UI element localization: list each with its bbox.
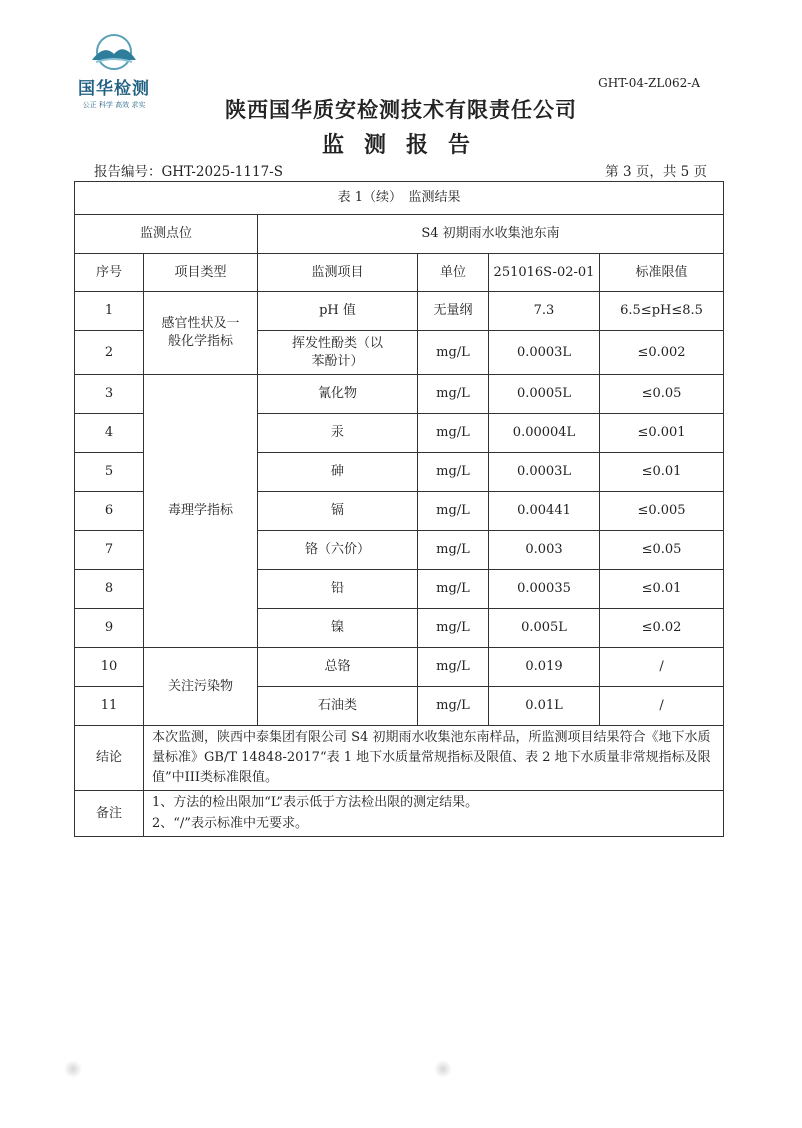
row-no: 4 [75, 414, 144, 453]
row-limit: 6.5≤pH≤8.5 [600, 292, 724, 331]
group-label: 关注污染物 [144, 648, 258, 726]
row-result: 0.0003L [489, 453, 600, 492]
row-item: 铅 [258, 570, 418, 609]
logo-name: 国华检测 [78, 79, 150, 99]
row-result: 0.003 [489, 531, 600, 570]
row-no: 11 [75, 687, 144, 726]
row-no: 2 [75, 331, 144, 375]
logo-emblem [84, 34, 144, 70]
conclusion-text: 本次监测，陕西中泰集团有限公司 S4 初期雨水收集池东南样品，所监测项目结果符合《地下水质量标准》GB/T 14848-2017“表 1 地下水质量常规指标及限值、表 2 地下水质量非常规指标及限值”中III类标准限值。 [144, 726, 724, 791]
row-item: 砷 [258, 453, 418, 492]
row-result: 0.005L [489, 609, 600, 648]
document-code: GHT-04-ZL062-A [598, 76, 700, 90]
row-no: 3 [75, 375, 144, 414]
group-label: 感官性状及一般化学指标 [144, 292, 258, 375]
scan-mark [64, 1060, 82, 1078]
row-limit: ≤0.005 [600, 492, 724, 531]
col-header-sample: 251016S-02-01 [489, 254, 600, 292]
company-name: 陕西国华质安检测技术有限责任公司 [225, 98, 577, 122]
row-result: 0.0005L [489, 375, 600, 414]
row-limit: ≤0.05 [600, 375, 724, 414]
row-no: 8 [75, 570, 144, 609]
row-no: 5 [75, 453, 144, 492]
row-unit: mg/L [418, 331, 489, 375]
group-label: 毒理学指标 [144, 375, 258, 648]
report-number: 报告编号：GHT-2025-1117-S [94, 164, 283, 180]
row-no: 6 [75, 492, 144, 531]
row-item: 氰化物 [258, 375, 418, 414]
row-result: 0.00004L [489, 414, 600, 453]
row-item: 镉 [258, 492, 418, 531]
table-header-row [75, 254, 724, 292]
row-no: 7 [75, 531, 144, 570]
row-unit: mg/L [418, 375, 489, 414]
row-limit: ≤0.002 [600, 331, 724, 375]
point-label: 监测点位 [75, 215, 258, 254]
row-unit: mg/L [418, 492, 489, 531]
row-unit: mg/L [418, 687, 489, 726]
row-item: 挥发性酚类（以苯酚计） [258, 331, 418, 375]
row-item: 总铬 [258, 648, 418, 687]
row-result: 0.019 [489, 648, 600, 687]
table-row [75, 292, 724, 331]
notes-label: 备注 [75, 791, 144, 836]
row-item: 铬（六价） [258, 531, 418, 570]
row-unit: mg/L [418, 609, 489, 648]
row-item: 镍 [258, 609, 418, 648]
row-no: 1 [75, 292, 144, 331]
row-limit: ≤0.01 [600, 570, 724, 609]
conclusion-label: 结论 [75, 726, 144, 791]
row-unit: mg/L [418, 531, 489, 570]
row-result: 7.3 [489, 292, 600, 331]
logo-slogan: 公正 科学 高效 求实 [82, 101, 146, 109]
notes-cell [144, 791, 724, 836]
row-unit: mg/L [418, 648, 489, 687]
note-item: 2、“/”表示标准中无要求。 [152, 815, 308, 831]
row-result: 0.01L [489, 687, 600, 726]
conclusion-row [75, 726, 724, 791]
table-caption: 表 1（续） 监测结果 [75, 182, 724, 215]
row-unit: mg/L [418, 570, 489, 609]
point-value: S4 初期雨水收集池东南 [258, 215, 724, 254]
row-unit: mg/L [418, 414, 489, 453]
col-header-limit: 标准限值 [600, 254, 724, 292]
page-info: 第 3 页，共 5 页 [605, 164, 707, 180]
row-no: 10 [75, 648, 144, 687]
row-limit: / [600, 687, 724, 726]
row-result: 0.00441 [489, 492, 600, 531]
report-info-line [94, 160, 707, 180]
row-result: 0.00035 [489, 570, 600, 609]
col-header-type: 项目类型 [144, 254, 258, 292]
page-title: 监测报告 [321, 133, 490, 158]
row-item: pH 值 [258, 292, 418, 331]
row-result: 0.0003L [489, 331, 600, 375]
table-row [75, 375, 724, 414]
note-item: 1、方法的检出限加“L”表示低于方法检出限的测定结果。 [152, 795, 479, 811]
scan-mark [434, 1060, 452, 1078]
row-no: 9 [75, 609, 144, 648]
row-limit: ≤0.01 [600, 453, 724, 492]
row-limit: ≤0.02 [600, 609, 724, 648]
col-header-unit: 单位 [418, 254, 489, 292]
col-header-item: 监测项目 [258, 254, 418, 292]
row-item: 石油类 [258, 687, 418, 726]
row-limit: ≤0.001 [600, 414, 724, 453]
notes-row [75, 791, 724, 836]
row-limit: / [600, 648, 724, 687]
col-header-no: 序号 [75, 254, 144, 292]
row-unit: mg/L [418, 453, 489, 492]
row-unit: 无量纲 [418, 292, 489, 331]
row-limit: ≤0.05 [600, 531, 724, 570]
table-row [75, 648, 724, 687]
results-table [74, 181, 724, 837]
row-item: 汞 [258, 414, 418, 453]
